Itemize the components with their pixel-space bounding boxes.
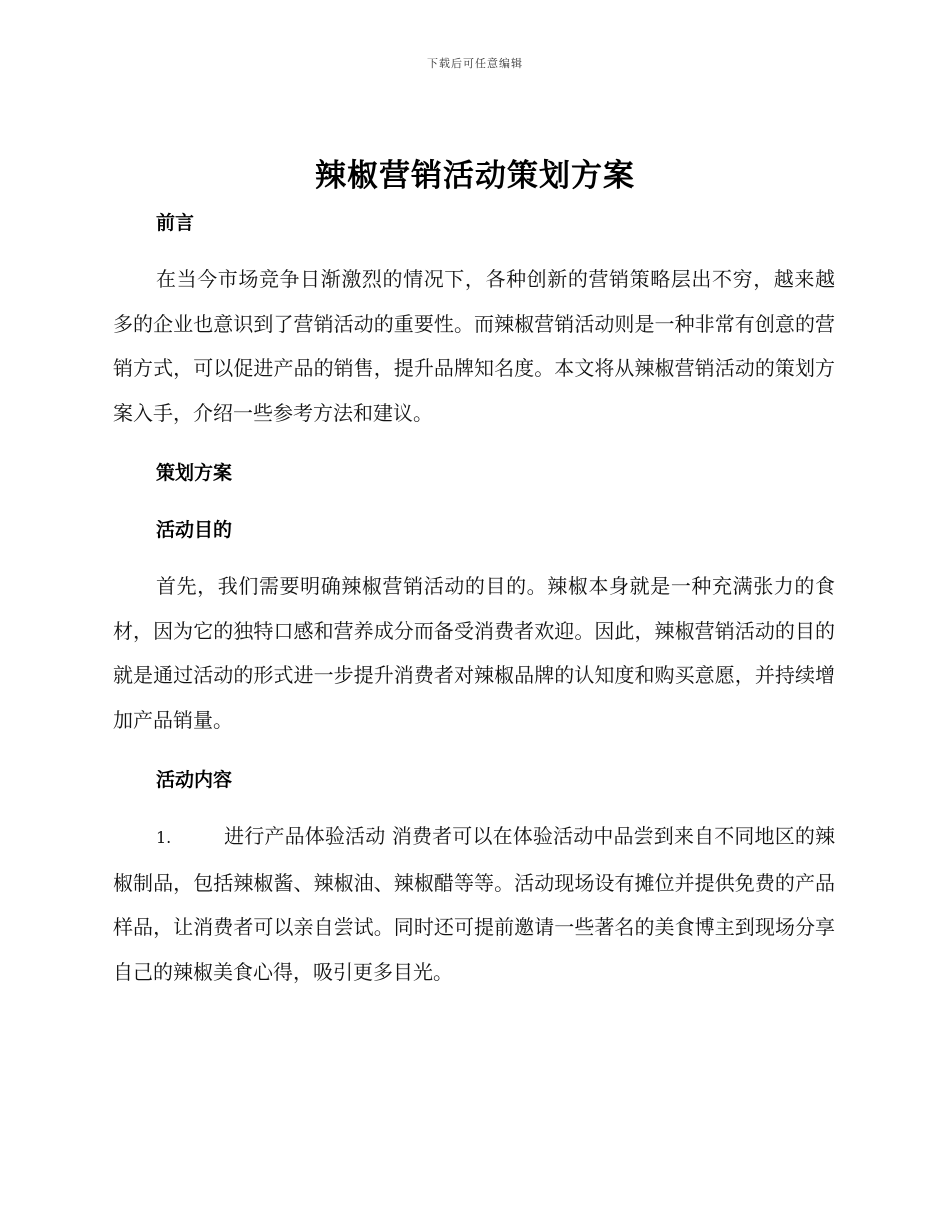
- header-note: 下载后可任意编辑: [427, 57, 523, 70]
- list-item-number: 1.: [156, 828, 172, 847]
- content-list-item: [113, 814, 835, 994]
- list-item-text: 进行产品体验活动 消费者可以在体验活动中品尝到来自不同地区的辣椒制品，包括辣椒酱、辣椒油、辣椒醋等等。活动现场设有摊位并提供免费的产品样品，让消费者可以亲自尝试。同时还可提前邀请一些著名的美食博主到现场分享自己的辣椒美食心得，吸引更多目光。: [113, 824, 835, 984]
- preface-paragraph: 在当今市场竞争日渐激烈的情况下，各种创新的营销策略层出不穷，越来越多的企业也意识到了营销活动的重要性。而辣椒营销活动则是一种非常有创意的营销方式，可以促进产品的销售，提升品牌知名度。本文将从辣椒营销活动的策划方案入手，介绍一些参考方法和建议。: [113, 267, 835, 425]
- content-heading: 活动内容: [156, 769, 233, 791]
- document-title: 辣椒营销活动策划方案: [315, 158, 635, 194]
- goal-paragraph: 首先，我们需要明确辣椒营销活动的目的。辣椒本身就是一种充满张力的食材，因为它的独特口感和营养成分而备受消费者欢迎。因此，辣椒营销活动的目的就是通过活动的形式进一步提升消费者对辣椒品牌的认知度和购买意愿，并持续增加产品销量。: [113, 574, 835, 732]
- plan-heading: 策划方案: [156, 462, 233, 484]
- goal-heading: 活动目的: [156, 519, 233, 541]
- preface-heading: 前言: [156, 212, 195, 234]
